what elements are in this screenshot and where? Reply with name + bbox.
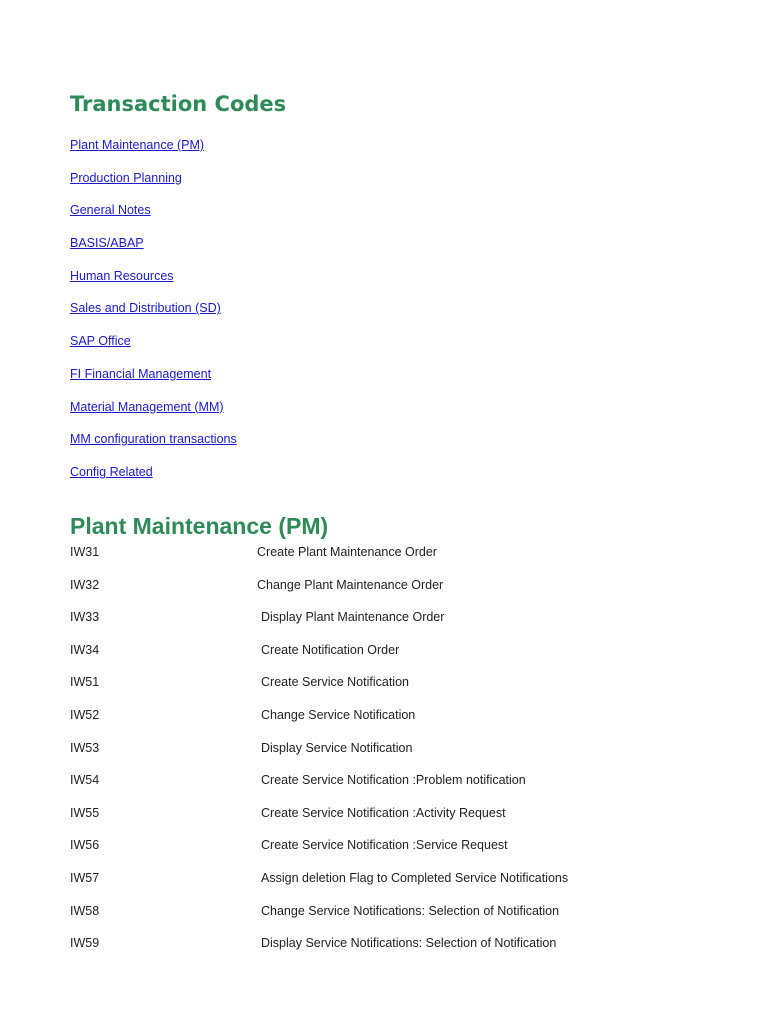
transaction-code-list <box>70 544 710 968</box>
toc-link-mm-configuration[interactable]: MM configuration transactions <box>70 432 237 447</box>
toc-link-fi-financial-management[interactable]: FI Financial Management <box>70 366 212 381</box>
transaction-description: Create Service Notification :Activity Request <box>261 805 506 820</box>
toc-item <box>70 268 237 301</box>
code-row <box>70 674 710 707</box>
toc-item <box>70 300 237 333</box>
code-row <box>70 772 710 805</box>
transaction-code: IW34 <box>70 642 100 657</box>
toc-link-plant-maintenance[interactable]: Plant Maintenance (PM) <box>70 138 205 152</box>
transaction-code: IW57 <box>70 870 100 885</box>
code-row <box>70 870 710 903</box>
toc-link-material-management[interactable]: Material Management (MM) <box>70 399 224 414</box>
transaction-description: Create Service Notification <box>261 675 409 690</box>
transaction-code: IW53 <box>70 740 100 755</box>
transaction-code: IW55 <box>70 805 100 820</box>
transaction-code: IW33 <box>70 610 100 625</box>
page-title: Transaction Codes <box>70 92 287 116</box>
table-of-contents <box>70 137 237 497</box>
transaction-code: IW32 <box>70 577 100 592</box>
toc-item <box>70 399 237 432</box>
code-row <box>70 577 710 610</box>
code-row <box>70 903 710 936</box>
transaction-code: IW51 <box>70 675 100 690</box>
transaction-code: IW31 <box>70 545 100 559</box>
transaction-code: IW58 <box>70 903 100 918</box>
toc-item <box>70 366 237 399</box>
section-title: Plant Maintenance (PM) <box>70 513 329 539</box>
code-row <box>70 707 710 740</box>
toc-link-sap-office[interactable]: SAP Office <box>70 334 131 349</box>
code-row <box>70 805 710 838</box>
toc-item <box>70 170 237 203</box>
toc-link-human-resources[interactable]: Human Resources <box>70 268 174 283</box>
transaction-description: Assign deletion Flag to Completed Service Notifications <box>261 870 569 885</box>
toc-link-sales-distribution[interactable]: Sales and Distribution (SD) <box>70 301 221 316</box>
toc-item <box>70 137 237 170</box>
transaction-description: Change Service Notifications: Selection of Notification <box>261 903 560 918</box>
transaction-description: Change Service Notification <box>261 707 416 722</box>
transaction-description: Display Service Notification <box>261 740 413 755</box>
transaction-code: IW56 <box>70 838 100 853</box>
code-row <box>70 544 710 577</box>
transaction-code: IW54 <box>70 773 100 788</box>
transaction-description: Change Plant Maintenance Order <box>257 577 444 592</box>
toc-item <box>70 464 237 497</box>
code-row <box>70 740 710 773</box>
transaction-description: Create Notification Order <box>261 642 400 657</box>
toc-link-production-planning[interactable]: Production Planning <box>70 170 182 185</box>
transaction-description: Create Service Notification :Service Request <box>261 838 508 853</box>
transaction-description: Create Service Notification :Problem notification <box>261 773 526 788</box>
transaction-description: Create Plant Maintenance Order <box>257 545 437 559</box>
toc-link-basis-abap[interactable]: BASIS/ABAP <box>70 236 144 251</box>
toc-item <box>70 235 237 268</box>
transaction-code: IW59 <box>70 936 100 951</box>
code-row <box>70 935 710 968</box>
toc-item <box>70 202 237 235</box>
toc-link-config-related[interactable]: Config Related <box>70 464 153 479</box>
code-row <box>70 609 710 642</box>
code-row <box>70 642 710 675</box>
transaction-code: IW52 <box>70 707 100 722</box>
toc-item <box>70 431 237 464</box>
toc-link-general-notes[interactable]: General Notes <box>70 203 151 218</box>
code-row <box>70 837 710 870</box>
transaction-description: Display Service Notifications: Selection of Notification <box>261 936 557 951</box>
toc-item <box>70 333 237 366</box>
transaction-description: Display Plant Maintenance Order <box>261 610 445 625</box>
